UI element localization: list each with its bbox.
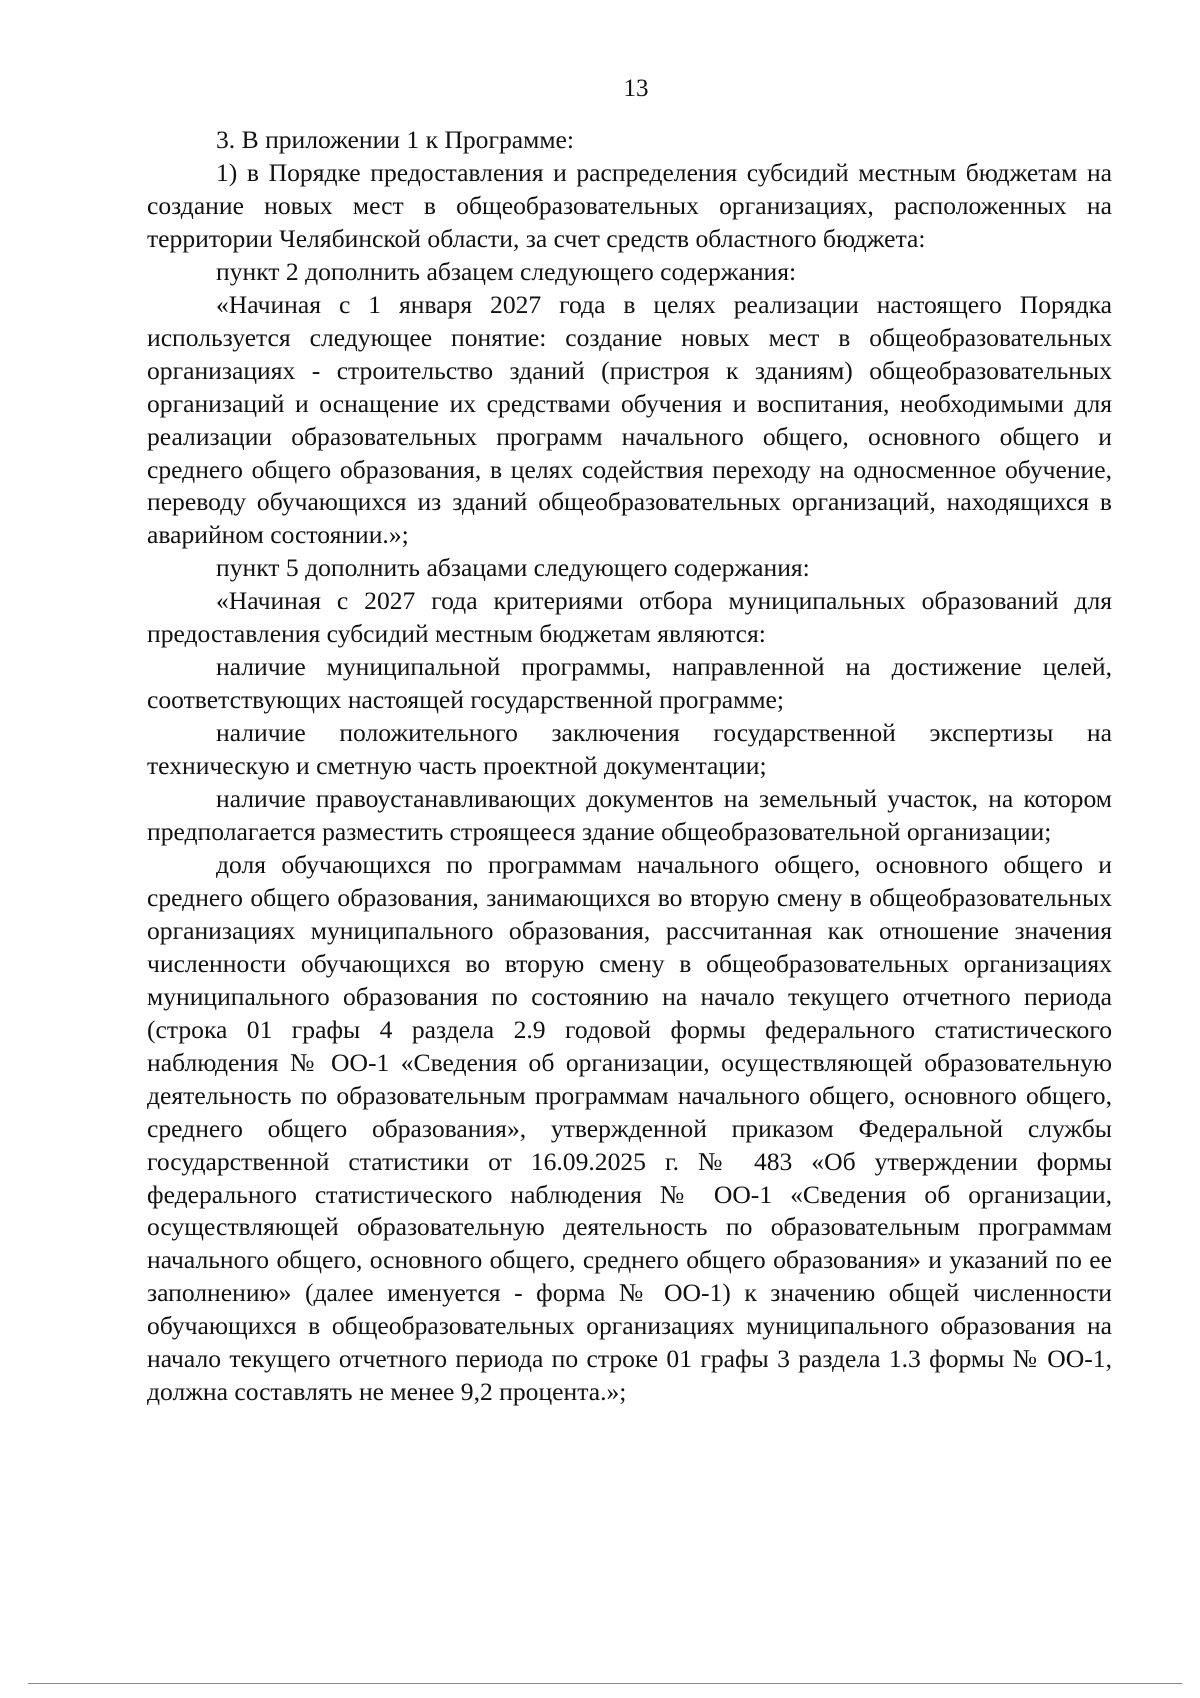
paragraph-clause-5-intro: пункт 5 дополнить абзацами следующего содержания: bbox=[216, 553, 810, 583]
page-number: 13 bbox=[623, 75, 649, 102]
paragraph-clause-2-intro: пункт 2 дополнить абзацем следующего содержания: bbox=[216, 256, 797, 286]
paragraph-criterion-second-shift: доля обучающихся по программам начального общего, основного общего и среднего общего образования, занимающихся во вторую смену в общеобразовательных организациях муниципального образования, рассчитанная как отношение значения численности обучающихся во вторую смену в общеобразовательных организациях муниципального образования по состоянию на начало текущего отчетного периода (строка 01 графы 4 раздела 2.9 годовой формы федерального статистического наблюдения № ОО-1 «Сведения об организации, осуществляющей образовательную деятельность по образовательным программам начального общего, основного общего, среднего общего образования», утвержденной приказом Федеральной службы государственной статистики от 16.09.2025 г. № 483 «Об утверждении формы федерального статистического наблюдения № ОО-1 «Сведения об организации, осуществляющей образовательную деятельность по образовательным программам начального общего, основного общего, среднего общего образования» и указаний по ее заполнению» (далее именуется - форма № ОО-1) к значению общей численности обучающихся в общеобразовательных организациях муниципального образования на начало текущего отчетного периода по строке 01 графы 3 раздела 1.3 формы № ОО-1, должна составлять не менее 9,2 процента.»; bbox=[147, 849, 1112, 1407]
paragraph-criterion-expertise: наличие положительного заключения государственной экспертизы на техническую и сметную часть проектной документации; bbox=[147, 718, 1112, 781]
paragraph-appendix-heading: 3. В приложении 1 к Программе: bbox=[216, 125, 574, 154]
paragraph-item-1: 1) в Порядке предоставления и распределения субсидий местным бюджетам на создание новых мест в общеобразовательных организациях, расположенных на территории Челябинской области, за счет средств областного бюджета: bbox=[147, 157, 1112, 253]
document-body bbox=[147, 124, 1112, 1409]
paragraph-criterion-land: наличие правоустанавливающих документов на земельный участок, на котором предполагается разместить строящееся здание общеобразовательной организации; bbox=[147, 784, 1112, 847]
paragraph-clause-2-text: «Начиная с 1 января 2027 года в целях реализации настоящего Порядка используется следующее понятие: создание новых мест в общеобразовательных организациях - строительство зданий (пристроя к зданиям) общеобразовательных организаций и оснащение их средствами обучения и воспитания, необходимыми для реализации образовательных программ начального общего, основного общего и среднего общего образования, в целях содействия переходу на односменное обучение, переводу обучающихся из зданий общеобразовательных организаций, находящихся в аварийном состоянии.»; bbox=[147, 289, 1112, 550]
page-bottom-rule bbox=[28, 1683, 1182, 1684]
paragraph-criterion-program: наличие муниципальной программы, направленной на достижение целей, соответствующих настоящей государственной программе; bbox=[147, 652, 1112, 715]
paragraph-criteria-intro: «Начиная с 2027 года критериями отбора муниципальных образований для предоставления субсидий местным бюджетам являются: bbox=[147, 586, 1112, 649]
